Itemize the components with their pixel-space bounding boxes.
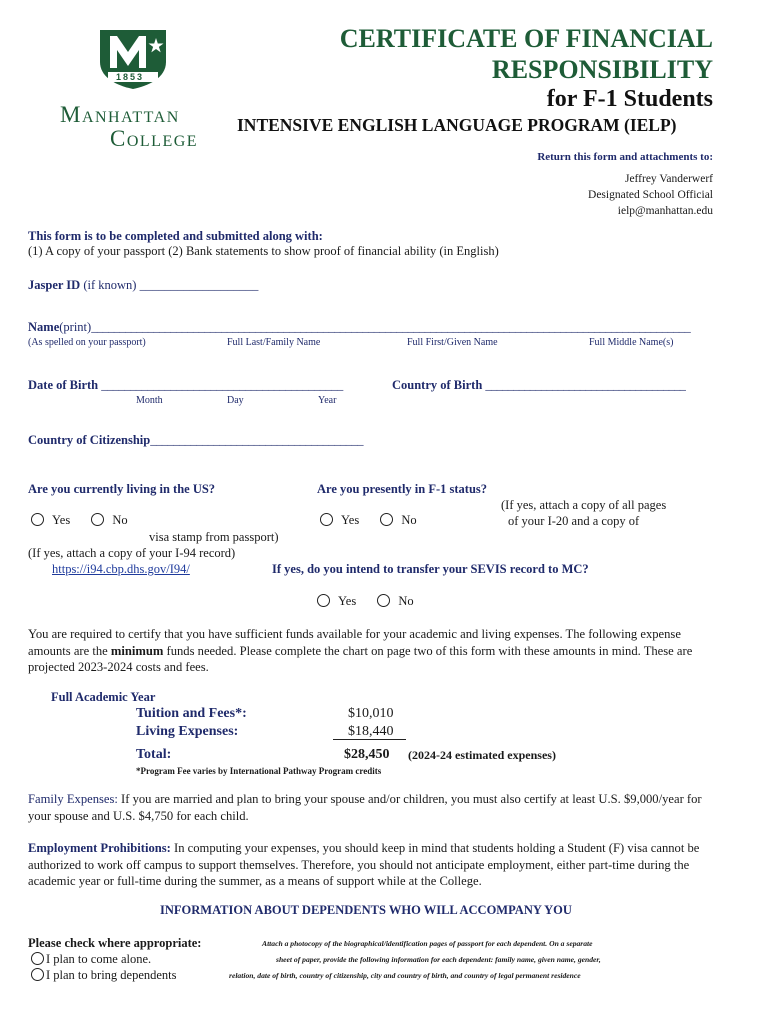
name-label: Name: [28, 320, 60, 334]
contact-name: Jeffrey Vanderwerf: [624, 173, 713, 185]
total-label: Total:: [136, 747, 172, 762]
f1-status-note-line2: of your I-20 and a copy of: [508, 514, 640, 528]
name-hint-passport: (As spelled on your passport): [28, 337, 146, 348]
attach-line3: relation, date of birth, country of citizenship, city and country of birth, and country of legal permanent residence: [229, 971, 581, 980]
page-title-line1: CERTIFICATE OF FINANCIAL: [339, 24, 713, 53]
living-us-options: [31, 513, 128, 528]
citizenship-blank: _____________________________________: [150, 433, 363, 447]
dob-year: Year: [318, 395, 337, 406]
name-note: (print): [59, 320, 92, 334]
citizenship-label: Country of Citizenship: [28, 433, 151, 447]
living-us-yes[interactable]: Yes: [31, 513, 70, 527]
visa-stamp-note: visa stamp from passport): [149, 530, 279, 544]
option-come-alone[interactable]: I plan to come alone.: [31, 952, 151, 967]
transfer-yes[interactable]: Yes: [317, 594, 356, 608]
country-of-birth-label: Country of Birth: [392, 378, 483, 392]
total-value: $28,450: [344, 747, 390, 762]
radio-icon: [31, 513, 44, 526]
certify-paragraph: You are required to certify that you have sufficient funds available for your academic and living expenses. The following expense amounts are the minimum funds needed. Please complete the chart on page two of this form with these amounts in mind. These are projected 2023-2024 costs and fees.: [28, 627, 693, 674]
radio-icon: [31, 952, 44, 965]
name-hint-middle: Full Middle Name(s): [589, 337, 674, 348]
dependents-check-label: Please check where appropriate:: [28, 936, 202, 950]
logo-name-line1: Manhattan: [60, 102, 180, 127]
radio-icon: [380, 513, 393, 526]
radio-icon: [317, 594, 330, 607]
family-expenses-paragraph: Family Expenses: If you are married and plan to bring your spouse and/or children, you must also certify at least U.S. $9,000/year for your spouse and U.S. $4,750 for each child.: [28, 792, 702, 823]
program-title: INTENSIVE ENGLISH LANGUAGE PROGRAM (IELP): [237, 115, 677, 135]
radio-icon: [91, 513, 104, 526]
dob-blank: __________________________________________: [101, 378, 343, 392]
radio-icon: [377, 594, 390, 607]
name-blank: __________________________________________________________________________________________________________: [91, 320, 691, 334]
dob-month: Month: [136, 395, 163, 406]
living-us-question: Are you currently living in the US?: [28, 482, 216, 496]
attach-line2: sheet of paper, provide the following information for each dependent: family name, given name, gender,: [276, 955, 601, 964]
jasper-id-blank: ___________________: [139, 278, 259, 292]
dob-day: Day: [227, 395, 244, 406]
contact-email: ielp@manhattan.edu: [617, 205, 713, 217]
country-of-birth-blank: ____________________________________: [485, 378, 686, 392]
attach-line1: Attach a photocopy of the biographical/identification pages of passport for each dependent. On a separate: [262, 939, 593, 948]
employment-paragraph: Employment Prohibitions: In computing your expenses, you should keep in mind that students holding a Student (F) visa cannot be authorized to work off campus to support themselves. Therefore, you should not anticipate employment, either part-time during the academic year or full-time during the summer, as a means of support while at the College.: [28, 841, 700, 888]
logo-name-line2: College: [110, 126, 199, 151]
f1-status-options: [320, 513, 417, 528]
transfer-options: [317, 594, 414, 609]
dob-field[interactable]: [28, 378, 343, 393]
page-title-line2: RESPONSIBILITY: [491, 55, 713, 84]
costs-heading: Full Academic Year: [51, 690, 156, 704]
dependents-heading: INFORMATION ABOUT DEPENDENTS WHO WILL ACCOMPANY YOU: [160, 903, 572, 917]
return-label: Return this form and attachments to:: [537, 151, 713, 163]
name-hint-first: Full First/Given Name: [407, 337, 498, 348]
citizenship-field[interactable]: [28, 433, 363, 448]
radio-icon: [31, 968, 44, 981]
jasper-id-label: Jasper ID: [28, 278, 81, 292]
i94-note: (If yes, attach a copy of your I-94 record): [28, 546, 236, 560]
total-note: (2024-24 estimated expenses): [408, 748, 556, 762]
f1-status-no[interactable]: No: [380, 513, 416, 527]
page-subtitle: for F-1 Students: [546, 86, 713, 112]
living-value: $18,440: [348, 724, 394, 739]
college-logo: [50, 28, 220, 153]
intro-line: (1) A copy of your passport (2) Bank statements to show proof of financial ability (in English): [28, 244, 499, 258]
tuition-label: Tuition and Fees*:: [136, 706, 247, 721]
intro-heading: This form is to be completed and submitted along with:: [28, 229, 323, 243]
tuition-value: $10,010: [348, 706, 394, 721]
f1-status-note-line1: (If yes, attach a copy of all pages: [501, 498, 667, 512]
contact-title: Designated School Official: [588, 189, 713, 201]
jasper-id-field[interactable]: [28, 278, 258, 293]
radio-icon: [320, 513, 333, 526]
option-bring-dependents[interactable]: I plan to bring dependents: [31, 968, 177, 983]
jasper-id-note: (if known): [83, 278, 137, 292]
living-us-no[interactable]: No: [91, 513, 127, 527]
logo-year: 1853: [116, 72, 145, 82]
living-label: Living Expenses:: [136, 724, 239, 739]
transfer-no[interactable]: No: [377, 594, 413, 608]
name-field[interactable]: [28, 320, 690, 335]
dob-label: Date of Birth: [28, 378, 99, 392]
i94-link[interactable]: https://i94.cbp.dhs.gov/I94/: [52, 562, 190, 576]
name-hint-last: Full Last/Family Name: [227, 337, 321, 348]
f1-status-yes[interactable]: Yes: [320, 513, 359, 527]
f1-status-question: Are you presently in F-1 status?: [317, 482, 488, 496]
costs-footnote: *Program Fee varies by International Pathway Program credits: [136, 766, 382, 776]
country-of-birth-field[interactable]: [392, 378, 685, 393]
transfer-question: If yes, do you intend to transfer your SEVIS record to MC?: [272, 562, 589, 576]
subtotal-rule: [333, 739, 406, 740]
